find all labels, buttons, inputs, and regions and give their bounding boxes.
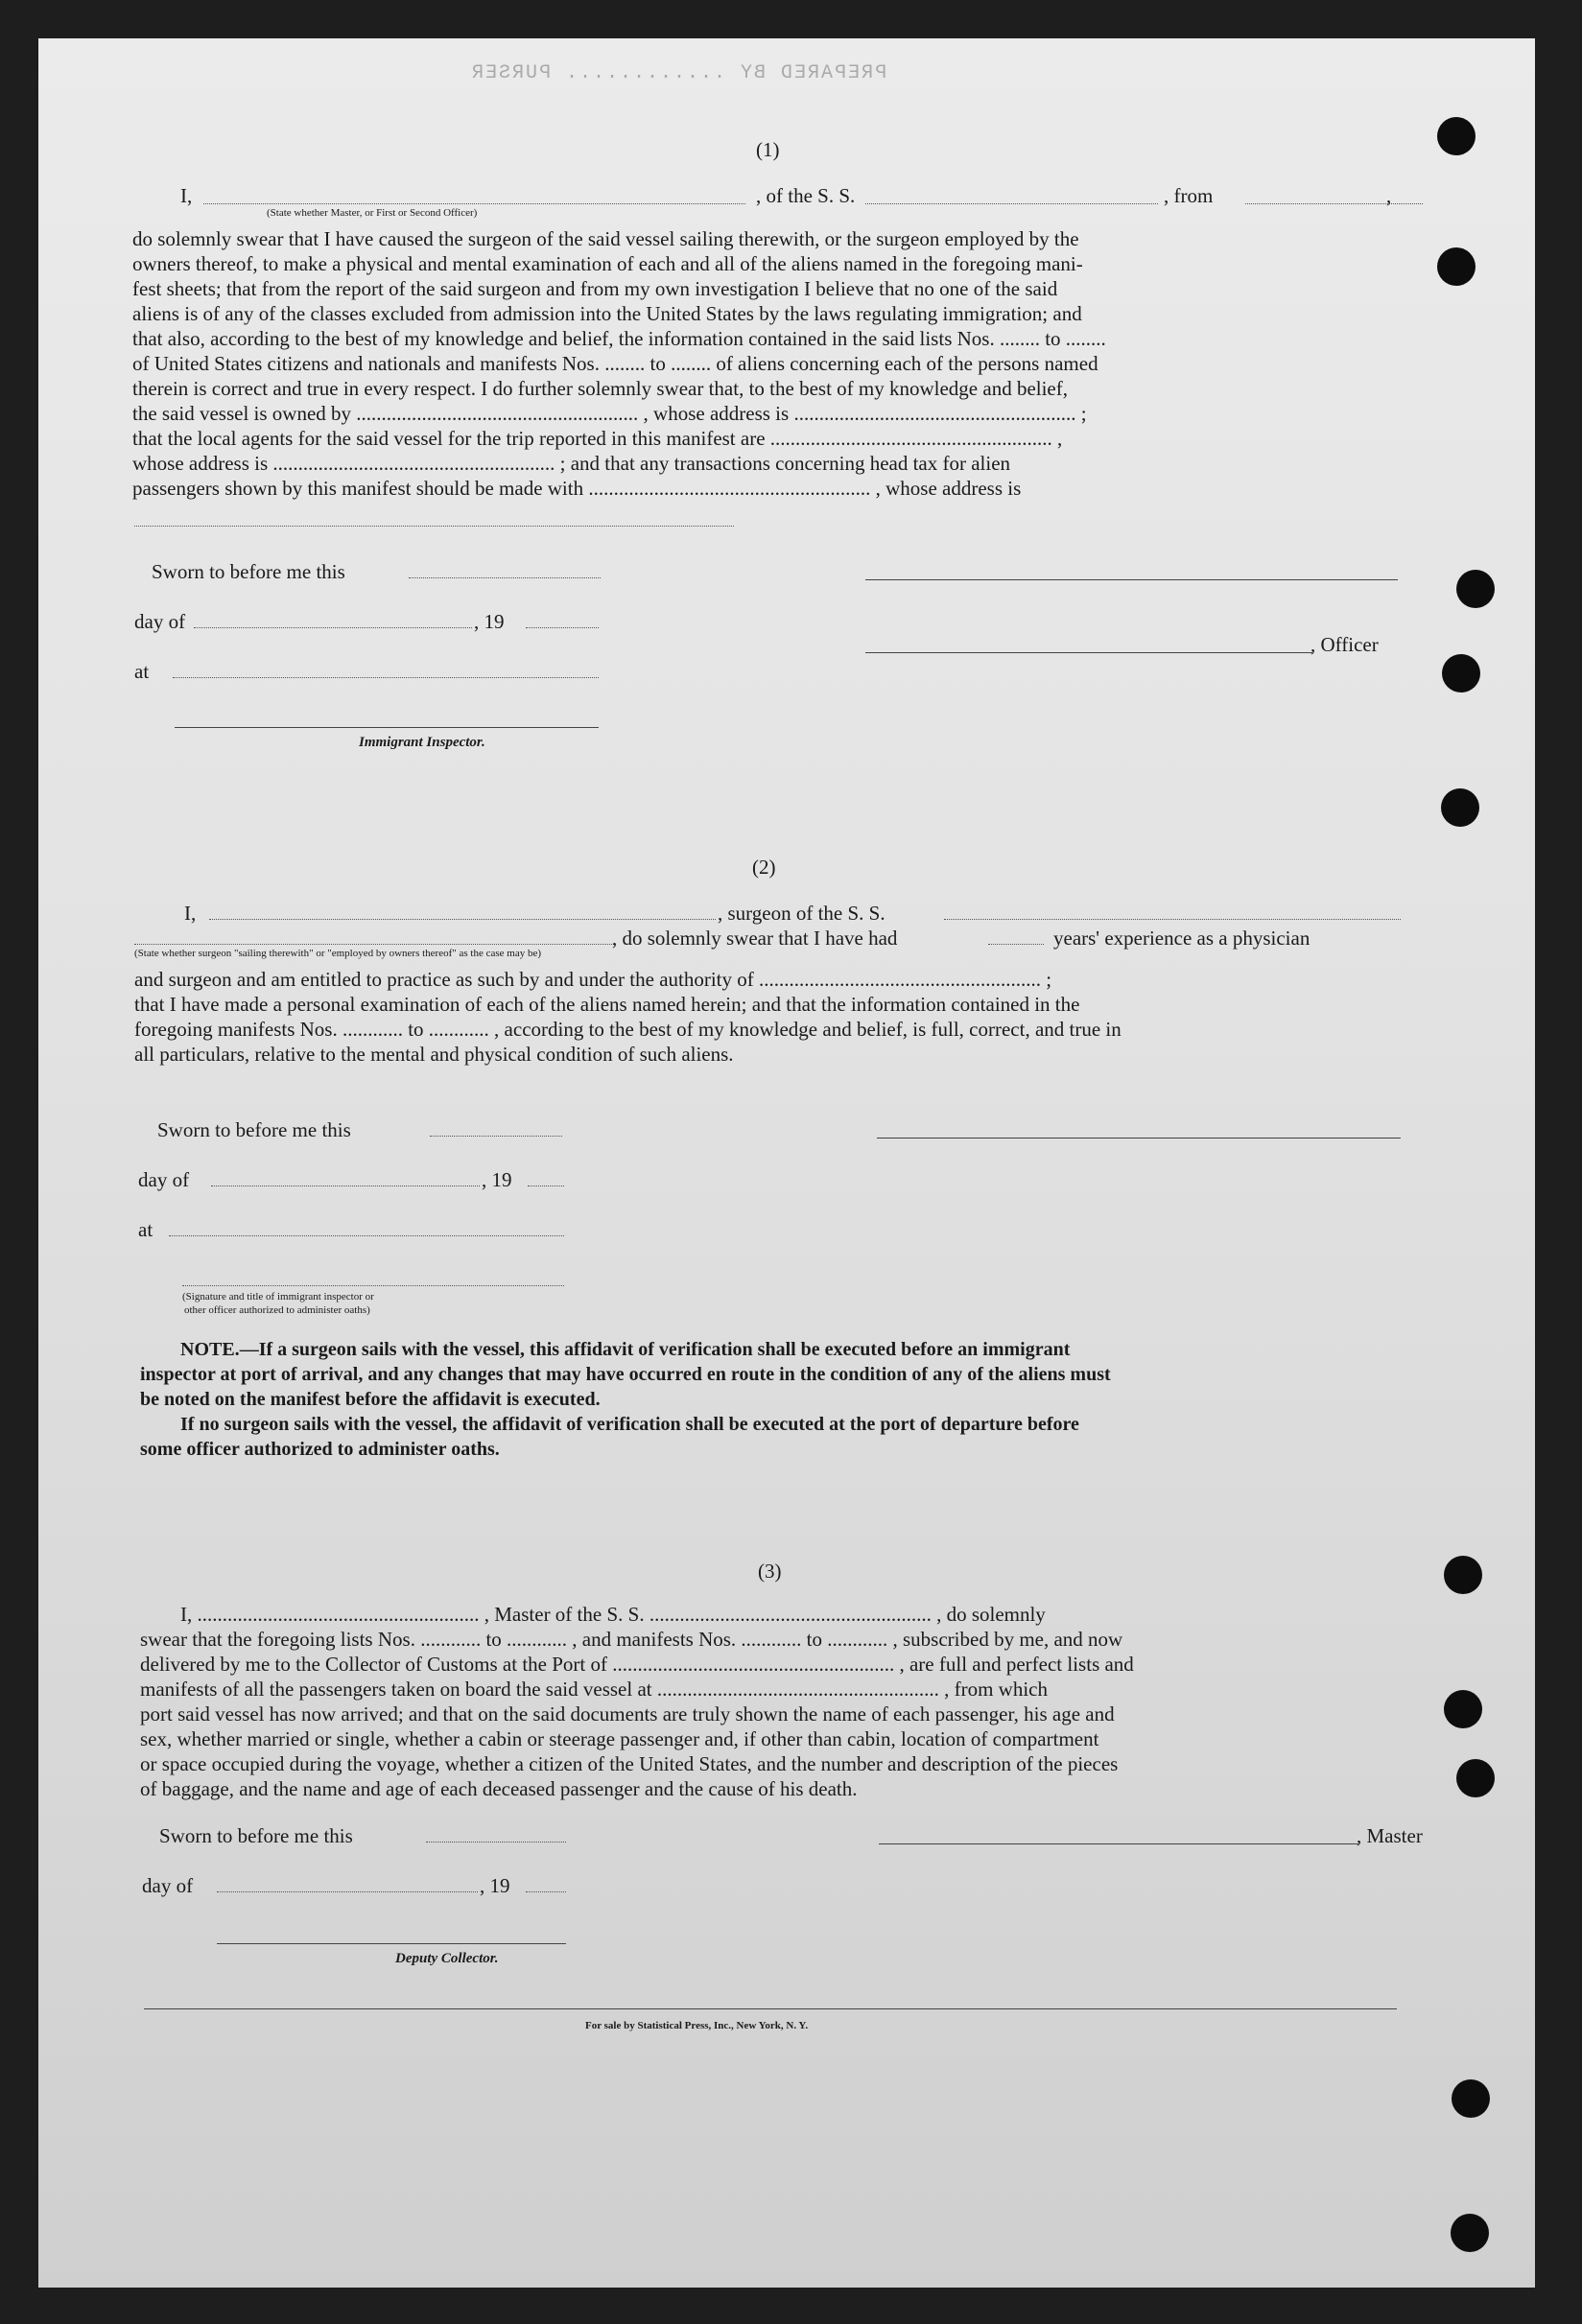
s2-at-label: at (138, 1218, 153, 1241)
s1-ship-field[interactable] (865, 203, 1158, 204)
s1-officer-caption: (State whether Master, or First or Second Officer) (267, 207, 478, 219)
s3-master-label: , Master (1357, 1824, 1423, 1847)
s2-years-field[interactable] (988, 944, 1044, 945)
punch-hole (1451, 2214, 1489, 2252)
s2-surgeon-label: , surgeon of the S. S. (718, 902, 885, 925)
s2-body-line: foregoing manifests Nos. ............ to ............ , according to the best of my knowledge and belief, is full, correct, and true in (134, 1018, 1122, 1041)
s2-surgeon-type-field[interactable] (134, 944, 614, 945)
s2-body-line: that I have made a personal examination of each of the aliens named herein; and that the information contained in the (134, 993, 1080, 1016)
s2-year-field[interactable] (528, 1185, 564, 1186)
s2-note-line: inspector at port of arrival, and any changes that may have occurred en route in the condition of any of the aliens must (140, 1364, 1111, 1385)
s2-sworn-label: Sworn to before me this (157, 1118, 351, 1141)
s1-from-label: , from (1164, 184, 1214, 207)
s1-body-line: fest sheets; that from the report of the said surgeon and from my own investigation I believe that no one of the said (132, 277, 1058, 300)
s2-note (140, 1337, 1437, 1462)
s2-signature-caption-2: other officer authorized to administer oaths) (184, 1304, 370, 1316)
s1-body-line: owners thereof, to make a physical and mental examination of each and all of the aliens named in the foregoing mani- (132, 252, 1083, 275)
s1-body-line: therein is correct and true in every respect. I do further solemnly swear that, to the best of my knowledge and belief, (132, 377, 1068, 400)
s1-year-field[interactable] (526, 627, 599, 628)
punch-hole (1442, 654, 1480, 693)
s1-line-end: , (1386, 184, 1392, 207)
header-bleedthrough-text: PREPARED BY ............ PURSER (470, 62, 887, 84)
s3-sworn-field[interactable] (426, 1842, 566, 1843)
punch-hole (1444, 1690, 1482, 1728)
s3-year-field[interactable] (526, 1891, 566, 1892)
s1-at-field[interactable] (173, 677, 599, 678)
s2-body (134, 967, 1437, 1067)
s3-body-line: of baggage, and the name and age of each deceased passenger and the cause of his death. (140, 1777, 858, 1800)
s1-body-line: whose address is ........................................................ ; and that any transactions concerning head tax for alien (132, 452, 1011, 475)
s3-day-field[interactable] (217, 1891, 478, 1892)
s2-body-line: and surgeon and am entitled to practice as such by and under the authority of ........................................................ ; (134, 968, 1052, 991)
s2-sworn-field[interactable] (430, 1136, 562, 1137)
s1-body-line: that the local agents for the said vessel for the trip reported in this manifest are ........................................................ , (132, 427, 1063, 450)
s1-body-line: do solemnly swear that I have caused the surgeon of the said vessel sailing therewith, or the surgeon employed by the (132, 227, 1079, 250)
s3-body-line: or space occupied during the voyage, whether a citizen of the United States, and the number and description of the pieces (140, 1752, 1119, 1775)
s1-at-label: at (134, 660, 150, 683)
s3-sworn-label: Sworn to before me this (159, 1824, 353, 1847)
s3-body-line: sex, whether married or single, whether a cabin or steerage passenger and, if other than cabin, location of compartment (140, 1727, 1099, 1750)
s3-year-label: , 19 (480, 1874, 510, 1897)
s2-year-label: , 19 (482, 1168, 512, 1191)
s1-signature-line[interactable] (865, 579, 1398, 580)
s1-ss-label: , of the S. S. (756, 184, 856, 207)
s1-body-line: of United States citizens and nationals and manifests Nos. ........ to ........ of aliens concerning each of the persons named (132, 352, 1098, 375)
s1-address-field[interactable] (134, 526, 734, 527)
s1-inspector-caption: Immigrant Inspector. (359, 735, 485, 750)
section-3-number: (3) (758, 1560, 782, 1583)
s1-day-field[interactable] (194, 627, 472, 628)
s1-officer-line[interactable] (865, 652, 1312, 653)
s2-years-label: years' experience as a physician (1053, 927, 1310, 950)
s2-surgeon-caption: (State whether surgeon "sailing therewith" or "employed by owners thereof" as the case may be) (134, 948, 542, 959)
s2-ship-field[interactable] (944, 919, 1401, 920)
s2-swear-label: , do solemnly swear that I have had (612, 927, 898, 950)
punch-hole (1437, 117, 1476, 155)
section-2-number: (2) (752, 856, 776, 879)
s1-i-label: I, (180, 184, 193, 207)
s1-body (132, 226, 1435, 501)
s1-body-line: the said vessel is owned by ........................................................ , whose address is ........................................................ ; (132, 402, 1087, 425)
s2-name-field[interactable] (209, 919, 716, 920)
footer-text: For sale by Statistical Press, Inc., New York, N. Y. (585, 2020, 809, 2031)
s2-note-line (140, 1337, 1437, 1362)
s2-day-label: day of (138, 1168, 190, 1191)
s3-body-line: delivered by me to the Collector of Customs at the Port of ........................................................ , are full and perfect lists and (140, 1653, 1134, 1676)
s2-signature-caption: (Signature and title of immigrant inspector or (182, 1291, 374, 1303)
s3-body-line: manifests of all the passengers taken on board the said vessel at ........................................................ , from which (140, 1678, 1048, 1701)
punch-hole (1437, 247, 1476, 286)
s1-body-line: aliens is of any of the classes excluded from admission into the United States by the laws regulating immigration; and (132, 302, 1082, 325)
s3-body-line: I, ........................................................ , Master of the S. S. ........................................................ , do solemnly (180, 1603, 1046, 1626)
s1-year-label: , 19 (474, 610, 505, 633)
note-text: —If a surgeon sails with the vessel, this affidavit of verification shall be executed before an immigrant (239, 1339, 1071, 1360)
s2-signature-line[interactable] (877, 1138, 1401, 1139)
manifest-affidavit-sheet (38, 38, 1535, 2288)
s3-body (140, 1602, 1441, 1801)
s3-day-label: day of (142, 1874, 194, 1897)
s2-note-line: some officer authorized to administer oaths. (140, 1439, 500, 1460)
s1-officer-field[interactable] (203, 203, 745, 204)
section-1-number: (1) (756, 138, 780, 161)
s1-inspector-line[interactable] (175, 727, 599, 728)
punch-hole (1444, 1556, 1482, 1594)
s1-body-line: passengers shown by this manifest should be made with ........................................................ , whose address is (132, 477, 1022, 500)
punch-hole (1441, 788, 1479, 827)
s3-deputy-line[interactable] (217, 1943, 566, 1944)
s1-from-field[interactable] (1245, 203, 1423, 204)
s1-day-label: day of (134, 610, 186, 633)
s3-body-line: swear that the foregoing lists Nos. ............ to ............ , and manifests Nos. ............ to ............ , subscribed by me, and now (140, 1628, 1123, 1651)
s1-officer-label: , Officer (1310, 633, 1379, 656)
punch-hole (1456, 570, 1495, 608)
s3-deputy-caption: Deputy Collector. (395, 1951, 499, 1966)
s1-sworn-label: Sworn to before me this (152, 560, 345, 583)
punch-hole (1452, 2079, 1490, 2118)
s2-note-line: If no surgeon sails with the vessel, the affidavit of verification shall be executed at the port of departure before (180, 1414, 1079, 1435)
s1-sworn-field[interactable] (409, 577, 601, 578)
punch-hole (1456, 1759, 1495, 1797)
s2-signature-field[interactable] (182, 1285, 564, 1286)
s2-i-label: I, (184, 902, 197, 925)
s2-at-field[interactable] (169, 1235, 564, 1236)
s2-note-line: be noted on the manifest before the affidavit is executed. (140, 1389, 601, 1410)
s3-body-line: port said vessel has now arrived; and that on the said documents are truly shown the name of each passenger, his age and (140, 1702, 1115, 1725)
footer-rule (144, 2008, 1397, 2009)
s1-body-line: that also, according to the best of my knowledge and belief, the information contained in the said lists Nos. ........ to ........ (132, 327, 1106, 350)
s3-master-line[interactable] (879, 1843, 1358, 1844)
s2-body-line: all particulars, relative to the mental and physical condition of such aliens. (134, 1043, 734, 1066)
s2-day-field[interactable] (211, 1185, 480, 1186)
note-label: NOTE. (180, 1339, 240, 1360)
